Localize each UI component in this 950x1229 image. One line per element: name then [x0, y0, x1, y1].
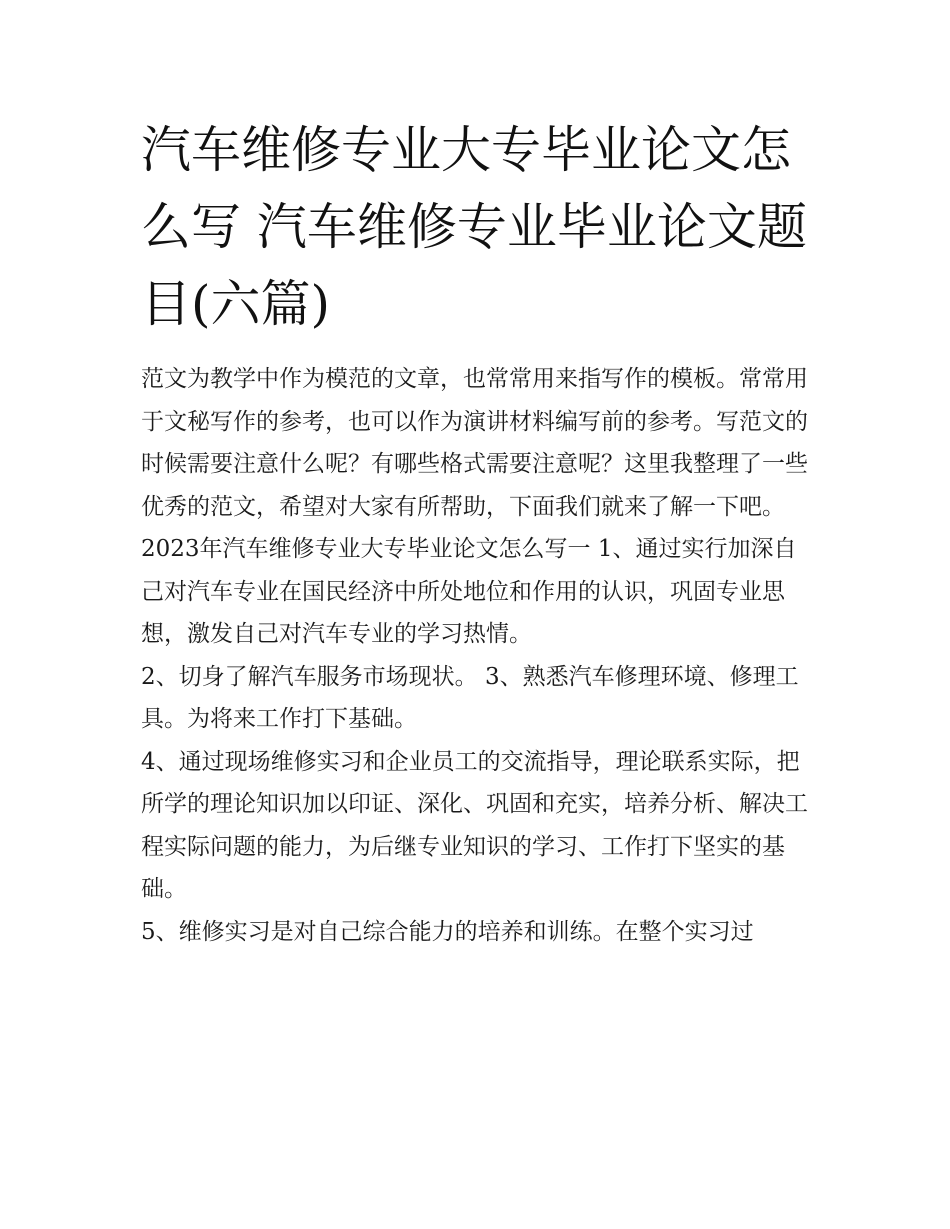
paragraph-intro: 范文为教学中作为模范的文章，也常常用来指写作的模板。常常用于文秘写作的参考，也可以作为演讲材料编写前的参考。写范文的时候需要注意什么呢？有哪些格式需要注意呢？这里我整理了一些优秀的范文，希望对大家有所帮助，下面我们就来了解一下吧。: [141, 366, 808, 520]
paragraph-1: 2023年汽车维修专业大专毕业论文怎么写一 1、通过实行加深自己对汽车专业在国民经济中所处地位和作用的认识，巩固专业思想，激发自己对汽车专业的学习热情。: [141, 536, 797, 647]
document-title: 汽车维修专业大专毕业论文怎么写 汽车维修专业毕业论文题目(六篇): [141, 121, 807, 333]
document-body: [141, 358, 816, 953]
paragraph-5: 5、维修实习是对自己综合能力的培养和训练。在整个实习过: [141, 918, 754, 945]
paragraph-4: 4、通过现场维修实习和企业员工的交流指导，理论联系实际，把所学的理论知识加以印证、深化、巩固和充实，培养分析、解决工程实际问题的能力，为后继专业知识的学习、工作打下坚实的基础。: [141, 748, 808, 902]
paragraph-2: 2、切身了解汽车服务市场现状。 3、熟悉汽车修理环境、修理工具。为将来工作打下基础。: [141, 663, 799, 732]
